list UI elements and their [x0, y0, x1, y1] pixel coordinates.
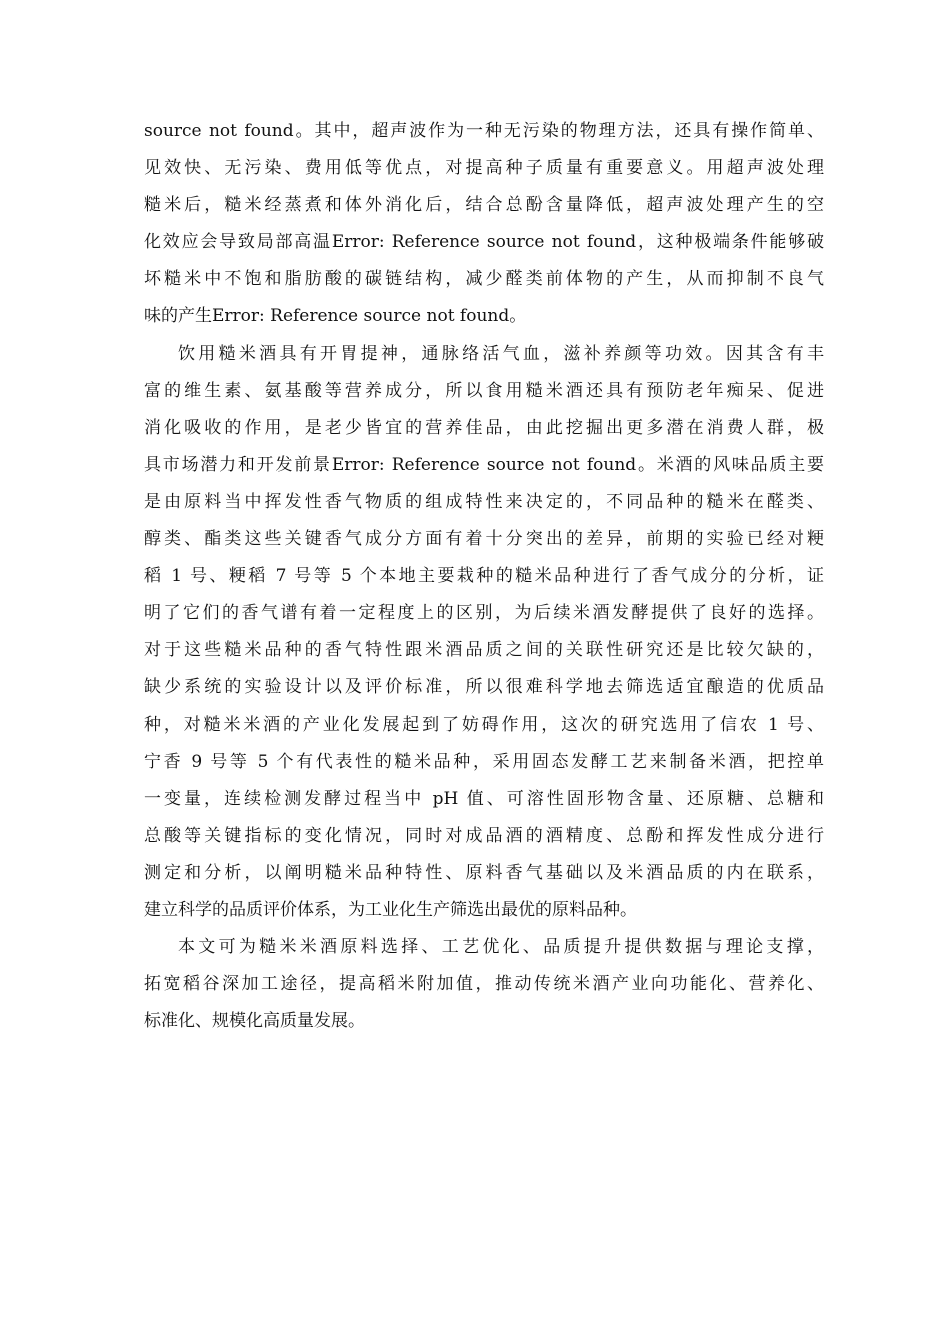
text-line: 种，对糙米米酒的产业化发展起到了妨碍作用，这次的研究选用了信农 1 号、 — [144, 714, 824, 735]
paragraph-first-line: 饮用糙米酒具有开胃提神，通脉络活气血，滋补养颜等功效。因其含有丰 — [178, 343, 824, 364]
text-line: 宁香 9 号等 5 个有代表性的糙米品种，采用固态发酵工艺来制备米酒，把控单 — [144, 751, 824, 772]
text-line: 糙米后，糙米经蒸煮和体外消化后，结合总酚含量降低，超声波处理产生的空 — [144, 195, 824, 216]
paragraph-first-line: 本文可为糙米米酒原料选择、工艺优化、品质提升提供数据与理论支撑， — [178, 937, 824, 958]
text-line: 具市场潜力和开发前景Error: Reference source not found。米酒的风味品质主要 — [144, 454, 824, 475]
text-line: 见效快、无污染、费用低等优点，对提高种子质量有重要意义。用超声波处理 — [144, 158, 824, 179]
text-line: 标准化、规模化高质量发展。 — [144, 1011, 365, 1032]
text-line: 测定和分析，以阐明糙米品种特性、原料香气基础以及米酒品质的内在联系， — [144, 862, 824, 883]
text-line: 是由原料当中挥发性香气物质的组成特性来决定的，不同品种的糙米在醛类、 — [144, 491, 824, 512]
body-text — [144, 113, 824, 1040]
text-line: 醇类、酯类这些关键香气成分方面有着十分突出的差异，前期的实验已经对粳 — [144, 529, 824, 550]
text-line: 化效应会导致局部高温Error: Reference source not found，这种极端条件能够破 — [144, 232, 824, 253]
text-line: 总酸等关键指标的变化情况，同时对成品酒的酒精度、总酚和挥发性成分进行 — [144, 825, 824, 846]
text-line: source not found。其中，超声波作为一种无污染的物理方法，还具有操作简单、 — [144, 121, 824, 141]
text-line: 建立科学的品质评价体系，为工业化生产筛选出最优的原料品种。 — [144, 899, 637, 920]
text-line: 坏糙米中不饱和脂肪酸的碳链结构，减少醛类前体物的产生，从而抑制不良气 — [144, 269, 824, 290]
text-line: 味的产生Error: Reference source not found。 — [144, 306, 527, 327]
text-line: 稻 1 号、粳稻 7 号等 5 个本地主要栽种的糙米品种进行了香气成分的分析，证 — [144, 566, 824, 587]
text-line: 一变量，连续检测发酵过程当中 pH 值、可溶性固形物含量、还原糖、总糖和 — [144, 788, 824, 809]
text-line: 对于这些糙米品种的香气特性跟米酒品质之间的关联性研究还是比较欠缺的， — [144, 640, 824, 661]
text-line: 富的维生素、氨基酸等营养成分，所以食用糙米酒还具有预防老年痴呆、促进 — [144, 380, 824, 401]
text-line: 消化吸收的作用，是老少皆宜的营养佳品，由此挖掘出更多潜在消费人群，极 — [144, 417, 824, 438]
text-line: 缺少系统的实验设计以及评价标准，所以很难科学地去筛选适宜酿造的优质品 — [144, 677, 824, 698]
text-line: 拓宽稻谷深加工途径，提高稻米附加值，推动传统米酒产业向功能化、营养化、 — [144, 974, 824, 995]
text-line: 明了它们的香气谱有着一定程度上的区别，为后续米酒发酵提供了良好的选择。 — [144, 603, 824, 624]
